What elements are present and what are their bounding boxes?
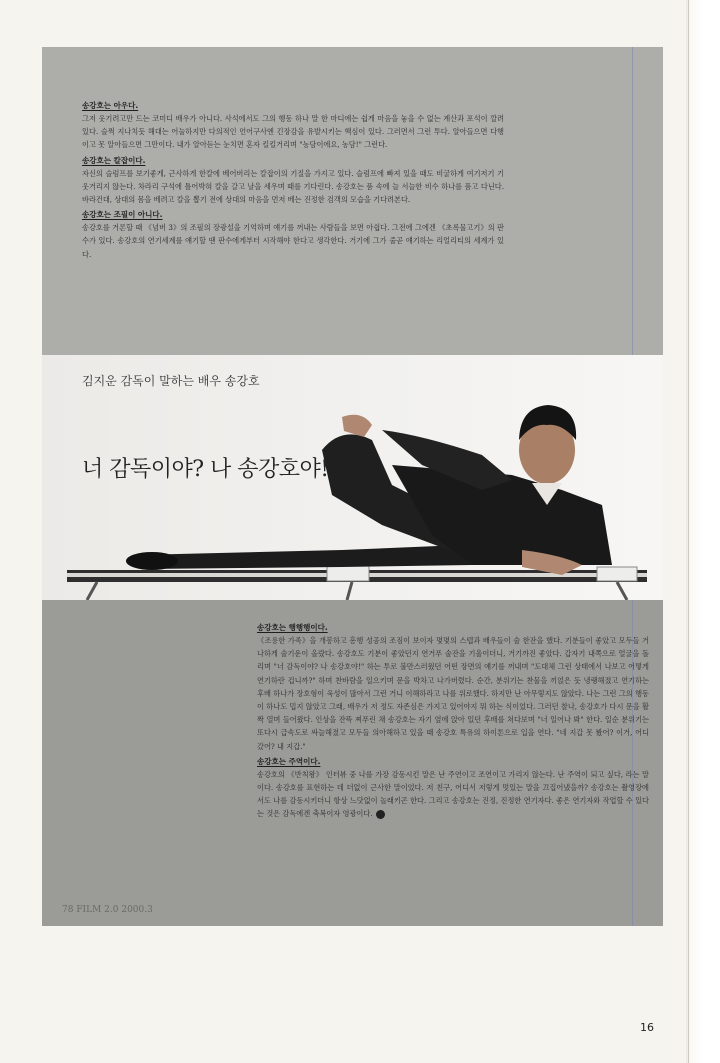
section-body-final bbox=[257, 768, 649, 821]
final-paragraph-text: 송강호의 《반칙왕》 인터뷰 중 나를 가장 감동시킨 말은 난 주연이고 조연이고 가리지 않는다. 난 주역이 되고 싶다, 라는 말이다. 송강호를 표현하는 데 더없이 근사한 말이었다. 저 친구, 어디서 저렇게 멋있는 말을 끄집어냈을까? 송강호는 촬영장에서도 나를 감동시키더니 항상 느닷없이 놀래키곤 한다. 그리고 송강호는 진정, 진정한 연기자다. 좋은 연기자와 작업할 수 있다는 것은 감독에겐 축복이자 영광이다. bbox=[257, 769, 649, 819]
figure-lower-leg bbox=[137, 545, 472, 569]
bench-leg bbox=[617, 582, 627, 600]
portrait-photo bbox=[42, 355, 663, 600]
bench-clamp bbox=[327, 565, 369, 581]
section-body: 송강호를 거론할 때 《넘버 3》의 조필의 장광설을 기억하며 얘기를 꺼내는 사람들을 보면 아쉽다. 그전에 그에겐 《초록물고기》의 판수가 있다. 송강호의 연기세계를 얘기할 땐 판수에게부터 시작해야 한다고 생각한다. 거기에 그가 줄곧 얘기하는 리얼리티의 세계가 있다. bbox=[82, 223, 504, 259]
magazine-spread bbox=[42, 47, 663, 926]
figure-shoe bbox=[126, 552, 178, 570]
section-heading: 송강호는 아우다. bbox=[82, 101, 139, 110]
section-heading: 송강호는 주역이다. bbox=[257, 756, 321, 766]
section-body: 《조용한 가족》을 개봉하고 흥행 성공의 조짐이 보이자 몇몇의 스텝과 배우들이 술 한잔을 했다. 기분들이 좋았고 모두들 거나하게 술기운이 올랐다. 송강호도 기분이 좋았던지 연거푸 술잔을 기울이더니, 거기까진 좋았다. 갑자기 내쪽으로 얼굴을 돌리며 "너 감독이야? 나 송강호야!" 하는 투로 불만스러웠던 어떤 장면의 얘기를 꺼내며 "도대체 그런 상태에서 나보고 어떻게 연기하란 겁니까?" 하며 찬바람을 일으키며 문을 박차고 나가버렸다. 순간, 분위기는 찬물을 끼얹은 듯 냉랭해졌고 연기하는 후배 하나가 장호형이 욱성이 많아서 그런 거니 이해하라고 나를 위로했다. 하지만 난 아무렇지도 않았다. 나는 그런 그의 행동이 하나도 밉지 않았고 그래, 배우가 저 정도 자존심은 가지고 있어야지 뭐 하는 식이었다. 그러던 찰나, 송강호가 다시 문을 활짝 열며 들어왔다. 인상을 잔뜩 찌푸린 채 송강호는 자기 옆에 앉아 있던 후배를 쳐다보며 "너 일어나 봐" 한다. 일순 분위기는 또다시 급속도로 싸늘해졌고 모두들 의아해하고 있을 때 송강호 특유의 하이톤으로 입을 연다. "네 지갑 못 봤어? 이거, 어디 갔어? 내 지갑." bbox=[257, 636, 649, 751]
section-body: 자신의 슬럼프를 보기좋게, 근사하게 한칼에 베어버리는 칼잡이의 기질을 가지고 있다. 슬럼프에 빠져 있을 때도 비굴하게 여기저기 기웃거리지 않는다. 차라리 구석에 틀어박혀 칼을 갈고 날을 세우며 때를 기다린다. 송강호는 품 속에 늘 서늘한 비수 하나를 품고 다닌다. 바라건대, 상대의 몸을 베려고 칼을 뽑기 전에 상대의 마음을 먼저 베는 진정한 검객의 모습을 기다려본다. bbox=[82, 168, 504, 205]
bottom-article-text bbox=[257, 621, 649, 823]
section-heading: 송강호는 칼잡이다. bbox=[82, 155, 146, 165]
figure-hand bbox=[342, 415, 372, 437]
page-edge bbox=[686, 0, 720, 1063]
bench-clamp bbox=[597, 567, 637, 581]
top-article-text bbox=[82, 99, 504, 263]
section-heading: 송강호는 행행행이다. bbox=[257, 623, 328, 632]
bench-leg bbox=[347, 582, 352, 600]
article-headline: 너 감독이야? 나 송강호야! bbox=[82, 457, 329, 482]
section-body: 그저 웃기려고만 드는 코미디 배우가 아니다. 사석에서도 그의 행동 하나 말 한 마디에는 쉽게 마음을 놓을 수 없는 계산과 포석이 깔려 있다. 슬쩍 지나치듯 해대는 어눌하지만 다의적인 언어구사엔 긴장감을 유발시키는 핵심이 있다. 그러면서 그런 투다. 알아들으면 다행이고 못 알아들으면 그만이다. 내가 알아듣는 눈치면 혼자 킬킬거리며 "농담이에요, 농담!" 그런다. bbox=[82, 114, 504, 150]
article-kicker: 김지운 감독이 말하는 배우 송강호 bbox=[82, 374, 260, 388]
page-number: 16 bbox=[640, 1021, 654, 1034]
bench-leg bbox=[87, 582, 97, 600]
end-mark-icon bbox=[376, 810, 385, 819]
section-heading: 송강호는 조필이 아니다. bbox=[82, 210, 163, 220]
magazine-folio: 78 FILM 2.0 2000.3 bbox=[62, 905, 153, 915]
